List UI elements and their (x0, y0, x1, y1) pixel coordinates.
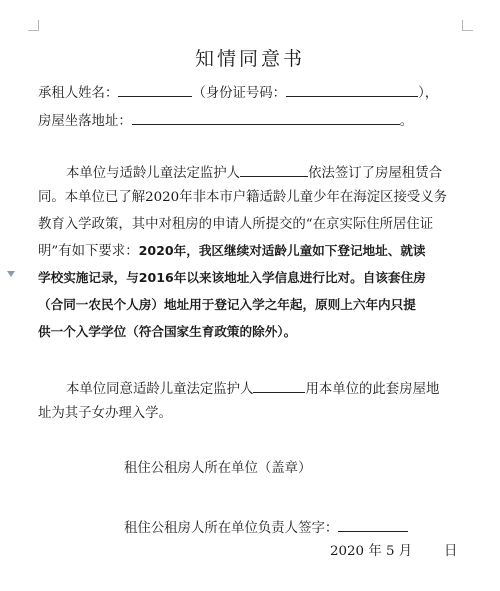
address-blank[interactable] (132, 112, 400, 125)
para2-text-a: 本单位同意适龄儿童法定监护人 (66, 382, 254, 397)
margin-corner-top-left (28, 20, 39, 31)
para1-text-a: 本单位与适龄儿童法定监护人 (66, 166, 241, 181)
para1-line1 (66, 164, 442, 180)
para1-line2: 同。本单位已了解2020年非本市户籍适龄儿童少年在海淀区接受义务 (38, 190, 448, 205)
lessee-name-label: 承租人姓名： (38, 86, 119, 101)
lessee-name-blank[interactable] (118, 84, 192, 97)
signature-line (124, 519, 408, 535)
para1-line5: 学校实施记录，与2016年以来该地址入学信息进行比对。自该套住房 (38, 270, 426, 285)
para1-line4-bold: 2020年，我区继续对适龄儿童如下登记地址、就读 (138, 243, 426, 258)
guardian-name-blank[interactable] (240, 164, 308, 177)
para1-line4-normal: 明”有如下要求： (38, 244, 139, 259)
lessee-info-line (38, 84, 438, 100)
date-day: 日 (444, 544, 458, 559)
date-year-month: 2020 年 5 月 (330, 544, 413, 559)
document-title: 知情同意书 (194, 48, 305, 70)
para1-line6: （合同一农民个人房）地址用于登记入学之年起，原则上六年内只提 (38, 297, 416, 312)
seal-label: 租住公租房人所在单位（盖章） (124, 461, 312, 476)
para2-line2: 址为其子女办理入学。 (38, 406, 172, 421)
para1-line7: 供一个入学学位（符合国家生育政策的除外）。 (38, 324, 297, 339)
para2-line1 (66, 380, 439, 396)
margin-corner-top-right (462, 20, 473, 31)
address-end: 。 (399, 114, 414, 129)
id-number-close: ）， (418, 86, 439, 101)
collapse-arrow-icon[interactable] (7, 271, 15, 277)
id-number-blank[interactable] (286, 84, 418, 97)
id-number-label: （身份证号码： (192, 86, 287, 101)
para1-line4 (38, 245, 426, 258)
para1-line3: 教育入学政策，其中对租房的申请人所提交的“在京实际住所居住证 (38, 217, 434, 232)
address-label: 房屋坐落地址： (38, 114, 132, 129)
para2-text-b: 用本单位的此套房屋地 (305, 382, 440, 397)
signature-label: 租住公租房人所在单位负责人签字： (124, 521, 339, 536)
para1-text-b: 依法签订了房屋租赁合 (308, 166, 442, 181)
guardian-name-blank-2[interactable] (253, 380, 305, 393)
signature-blank[interactable] (338, 519, 408, 532)
address-line (38, 112, 413, 128)
